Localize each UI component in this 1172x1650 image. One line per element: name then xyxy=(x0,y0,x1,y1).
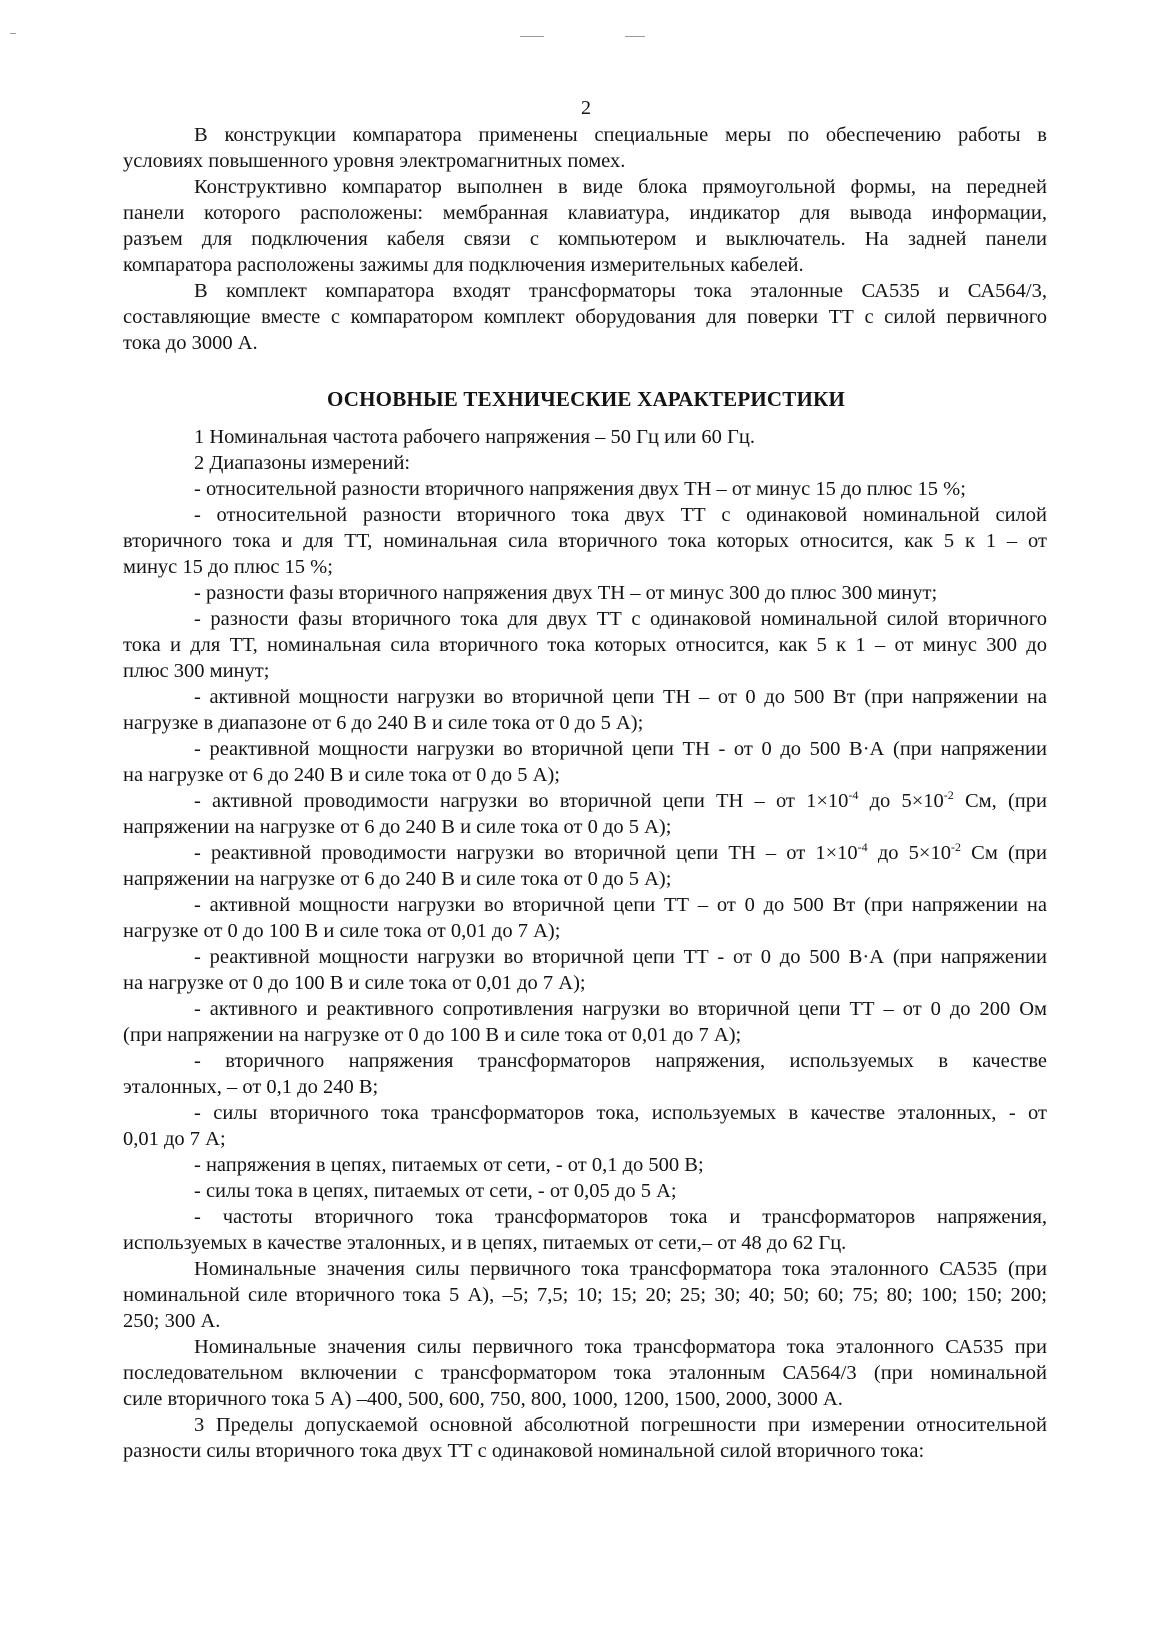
section-heading: ОСНОВНЫЕ ТЕХНИЧЕСКИЕ ХАРАКТЕРИСТИКИ xyxy=(326,387,845,411)
text-line: - относительной разности вторичного тока двух ТТ с одинаковой номинальной силой xyxy=(194,504,1047,526)
text-line: - силы вторичного тока трансформаторов тока, используемых в качестве эталонных, - от xyxy=(194,1102,1047,1124)
text-line: В конструкции компаратора применены специальные меры по обеспечению работы в xyxy=(194,124,1047,146)
text-line: напряжении на нагрузке от 6 до 240 В и силе тока от 0 до 5 А); xyxy=(123,868,672,890)
text-line: - активной мощности нагрузки во вторичной цепи ТН – от 0 до 500 Вт (при напряжении на xyxy=(194,686,1047,708)
text-line: панели которого расположены: мембранная клавиатура, индикатор для вывода информации, xyxy=(123,202,1047,224)
text-line: - активной проводимости нагрузки во вторичной цепи ТН – от $1\times 10^{-4}$ до $5\times 10^{-2}$ См, (при xyxy=(194,788,1047,812)
text-line: (при напряжении на нагрузке от 0 до 100 В и силе тока от 0,01 до 7 А); xyxy=(123,1024,742,1046)
text-line: разности силы вторичного тока двух ТТ с одинаковой номинальной силой вторичного тока: xyxy=(123,1440,925,1462)
text-line: - реактивной мощности нагрузки во вторичной цепи ТТ - от 0 до 500 В·А (при напряжении xyxy=(194,946,1047,968)
text-line: нагрузке в диапазоне от 6 до 240 В и силе тока от 0 до 5 А); xyxy=(123,712,644,734)
text-line: - реактивной проводимости нагрузки во вторичной цепи ТН – от $1\times 10^{-4}$ до $5\times 10^{-2}$ См (при xyxy=(194,840,1047,864)
text-line: на нагрузке от 0 до 100 В и силе тока от 0,01 до 7 А); xyxy=(123,972,586,994)
text-line: - частоты вторичного тока трансформаторов тока и трансформаторов напряжения, xyxy=(194,1206,1047,1228)
text-line: разъем для подключения кабеля связи с компьютером и выключатель. На задней панели xyxy=(123,228,1047,250)
text-line: 1 Номинальная частота рабочего напряжения – 50 Гц или 60 Гц. xyxy=(194,426,755,448)
text-line: Конструктивно компаратор выполнен в виде блока прямоугольной формы, на передней xyxy=(194,176,1047,198)
text-line: 0,01 до 7 А; xyxy=(123,1128,226,1150)
text-line: 3 Пределы допускаемой основной абсолютной погрешности при измерении относительной xyxy=(194,1414,1047,1436)
text-line: - активной мощности нагрузки во вторичной цепи ТТ – от 0 до 500 Вт (при напряжении на xyxy=(194,894,1047,916)
text-line: силе вторичного тока 5 А) –400, 500, 600, 750, 800, 1000, 1200, 1500, 2000, 3000 А. xyxy=(123,1388,843,1410)
text-line: условиях повышенного уровня электромагнитных помех. xyxy=(123,150,626,172)
text-line: тока и для ТТ, номинальная сила вторичного тока которых относится, как 5 к 1 – от минус 300 до xyxy=(123,634,1047,656)
text-line: напряжении на нагрузке от 6 до 240 В и силе тока от 0 до 5 А); xyxy=(123,816,672,838)
text-line: на нагрузке от 6 до 240 В и силе тока от 0 до 5 А); xyxy=(123,764,560,786)
text-line: Номинальные значения силы первичного тока трансформатора тока эталонного СА535 (при xyxy=(194,1258,1047,1280)
text-line: используемых в качестве эталонных, и в цепях, питаемых от сети,– от 48 до 62 Гц. xyxy=(123,1232,847,1254)
text-line: минус 15 до плюс 15 %; xyxy=(123,556,333,578)
scan-artifact xyxy=(10,33,16,34)
text-line: эталонных, – от 0,1 до 240 В; xyxy=(123,1076,379,1098)
text-line: - вторичного напряжения трансформаторов напряжения, используемых в качестве xyxy=(194,1050,1047,1072)
text-line: - разности фазы вторичного тока для двух ТТ с одинаковой номинальной силой вторичного xyxy=(194,608,1047,630)
text-line: плюс 300 минут; xyxy=(123,660,270,682)
text-line: - реактивной мощности нагрузки во вторичной цепи ТН - от 0 до 500 В·А (при напряжении xyxy=(194,738,1047,760)
text-line: - силы тока в цепях, питаемых от сети, - от 0,05 до 5 А; xyxy=(194,1180,677,1202)
text-line: номинальной силе вторичного тока 5 А), –5; 7,5; 10; 15; 20; 25; 30; 40; 50; 60; 75; 80; 100; 150; 200; xyxy=(123,1284,1047,1306)
page-number: 2 xyxy=(581,97,591,119)
scan-artifact xyxy=(520,36,544,37)
text-line: составляющие вместе с компаратором комплект оборудования для поверки ТТ с силой первичного xyxy=(123,306,1047,328)
text-line: нагрузке от 0 до 100 В и силе тока от 0,01 до 7 А); xyxy=(123,920,561,942)
text-line: - разности фазы вторичного напряжения двух ТН – от минус 300 до плюс 300 минут; xyxy=(194,582,938,604)
text-line: последовательном включении с трансформатором тока эталонным СА564/3 (при номинальной xyxy=(123,1362,1047,1384)
text-line: В комплект компаратора входят трансформаторы тока эталонные СА535 и СА564/3, xyxy=(194,280,1047,302)
text-line: тока до 3000 А. xyxy=(123,332,258,354)
text-line: - относительной разности вторичного напряжения двух ТН – от минус 15 до плюс 15 %; xyxy=(194,478,966,500)
text-line: Номинальные значения силы первичного тока трансформатора тока эталонного СА535 при xyxy=(194,1336,1047,1358)
text-line: - активного и реактивного сопротивления нагрузки во вторичной цепи ТТ – от 0 до 200 Ом xyxy=(194,998,1047,1020)
text-line: вторичного тока и для ТТ, номинальная сила вторичного тока которых относится, как 5 к 1 – от xyxy=(123,530,1047,552)
scan-artifact xyxy=(625,36,645,37)
text-line: 2 Диапазоны измерений: xyxy=(194,452,411,474)
text-line: 250; 300 А. xyxy=(123,1310,221,1332)
text-line: - напряжения в цепях, питаемых от сети, - от 0,1 до 500 В; xyxy=(194,1154,704,1176)
text-line: компаратора расположены зажимы для подключения измерительных кабелей. xyxy=(123,254,804,276)
